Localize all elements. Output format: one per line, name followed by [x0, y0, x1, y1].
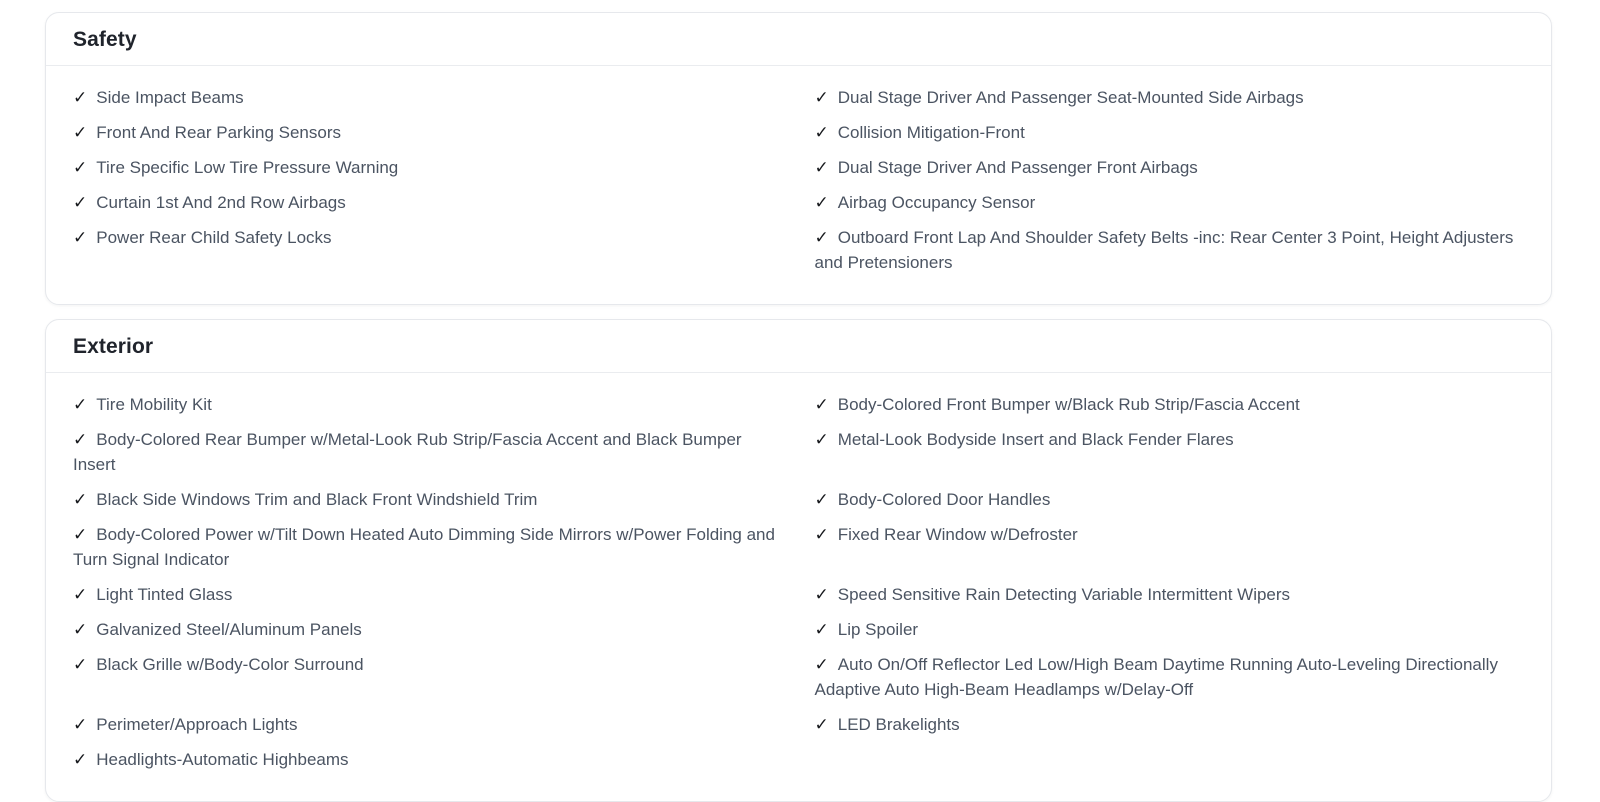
check-icon: ✓	[73, 158, 88, 177]
feature-label: Body-Colored Front Bumper w/Black Rub Strip/Fascia Accent	[837, 395, 1300, 414]
section-body	[46, 373, 1551, 801]
feature-label: Speed Sensitive Rain Detecting Variable Intermittent Wipers	[837, 585, 1291, 604]
feature-label: Curtain 1st And 2nd Row Airbags	[96, 193, 346, 212]
feature-item	[73, 712, 783, 737]
feature-item	[815, 120, 1525, 145]
feature-item	[815, 225, 1525, 275]
feature-item	[73, 427, 783, 477]
section-header	[46, 320, 1551, 373]
section-card-exterior	[45, 319, 1552, 802]
feature-item	[815, 712, 1525, 737]
check-icon: ✓	[73, 430, 88, 449]
section-card-safety	[45, 12, 1552, 305]
feature-item	[73, 617, 783, 642]
feature-item	[815, 582, 1525, 607]
feature-label: Body-Colored Power w/Tilt Down Heated Auto Dimming Side Mirrors w/Power Folding and Turn Signal Indicator	[73, 525, 775, 569]
feature-label: Side Impact Beams	[96, 88, 244, 107]
feature-label: Light Tinted Glass	[96, 585, 233, 604]
check-icon: ✓	[814, 585, 829, 604]
feature-item	[815, 392, 1525, 417]
feature-item	[73, 85, 783, 110]
feature-label: Airbag Occupancy Sensor	[837, 193, 1036, 212]
feature-item	[815, 617, 1525, 642]
check-icon: ✓	[814, 123, 829, 142]
feature-label: LED Brakelights	[837, 715, 960, 734]
check-icon: ✓	[814, 655, 829, 674]
check-icon: ✓	[814, 490, 829, 509]
check-icon: ✓	[73, 88, 88, 107]
feature-item	[73, 225, 783, 250]
check-icon: ✓	[73, 655, 88, 674]
feature-item	[73, 392, 783, 417]
check-icon: ✓	[814, 620, 829, 639]
feature-item	[73, 155, 783, 180]
check-icon: ✓	[73, 585, 88, 604]
check-icon: ✓	[814, 88, 829, 107]
feature-label: Body-Colored Rear Bumper w/Metal-Look Rub Strip/Fascia Accent and Black Bumper Insert	[73, 430, 742, 474]
feature-item	[73, 190, 783, 215]
feature-label: Lip Spoiler	[837, 620, 919, 639]
feature-item	[815, 487, 1525, 512]
feature-item	[73, 652, 783, 677]
section-body	[46, 66, 1551, 304]
feature-label: Collision Mitigation-Front	[837, 123, 1025, 142]
feature-label: Power Rear Child Safety Locks	[96, 228, 332, 247]
check-icon: ✓	[814, 430, 829, 449]
check-icon: ✓	[814, 715, 829, 734]
feature-item	[73, 582, 783, 607]
feature-item	[73, 747, 783, 772]
feature-item	[73, 120, 783, 145]
check-icon: ✓	[73, 525, 88, 544]
feature-label: Galvanized Steel/Aluminum Panels	[96, 620, 362, 639]
feature-item	[815, 522, 1525, 547]
check-icon: ✓	[73, 228, 88, 247]
feature-item	[73, 522, 783, 572]
feature-label: Headlights-Automatic Highbeams	[96, 750, 349, 769]
feature-item	[815, 85, 1525, 110]
section-title: Exterior	[73, 335, 154, 358]
feature-label: Auto On/Off Reflector Led Low/High Beam Daytime Running Auto-Leveling Directionally Adaptive Auto High-Beam Headlamps w/Delay-Off	[814, 655, 1498, 699]
section-header	[46, 13, 1551, 66]
feature-label: Fixed Rear Window w/Defroster	[837, 525, 1078, 544]
features-grid	[73, 85, 1524, 275]
check-icon: ✓	[814, 395, 829, 414]
section-title: Safety	[73, 28, 137, 51]
feature-item	[815, 190, 1525, 215]
feature-label: Black Grille w/Body-Color Surround	[96, 655, 364, 674]
feature-label: Tire Mobility Kit	[96, 395, 212, 414]
feature-label: Front And Rear Parking Sensors	[96, 123, 341, 142]
feature-label: Dual Stage Driver And Passenger Front Airbags	[837, 158, 1198, 177]
check-icon: ✓	[814, 228, 829, 247]
check-icon: ✓	[73, 123, 88, 142]
feature-label: Outboard Front Lap And Shoulder Safety Belts -inc: Rear Center 3 Point, Height Adjusters and Pretensioners	[814, 228, 1514, 272]
feature-item	[815, 155, 1525, 180]
feature-label: Black Side Windows Trim and Black Front Windshield Trim	[96, 490, 538, 509]
feature-label: Tire Specific Low Tire Pressure Warning	[96, 158, 399, 177]
check-icon: ✓	[814, 525, 829, 544]
feature-label: Perimeter/Approach Lights	[96, 715, 298, 734]
check-icon: ✓	[73, 193, 88, 212]
check-icon: ✓	[73, 750, 88, 769]
feature-label: Dual Stage Driver And Passenger Seat-Mounted Side Airbags	[837, 88, 1304, 107]
feature-item	[815, 427, 1525, 452]
feature-label: Body-Colored Door Handles	[837, 490, 1051, 509]
feature-item	[815, 652, 1525, 702]
check-icon: ✓	[73, 490, 88, 509]
feature-item	[73, 487, 783, 512]
check-icon: ✓	[814, 158, 829, 177]
check-icon: ✓	[73, 715, 88, 734]
feature-label: Metal-Look Bodyside Insert and Black Fender Flares	[837, 430, 1234, 449]
check-icon: ✓	[73, 395, 88, 414]
check-icon: ✓	[73, 620, 88, 639]
features-grid	[73, 392, 1524, 772]
check-icon: ✓	[814, 193, 829, 212]
